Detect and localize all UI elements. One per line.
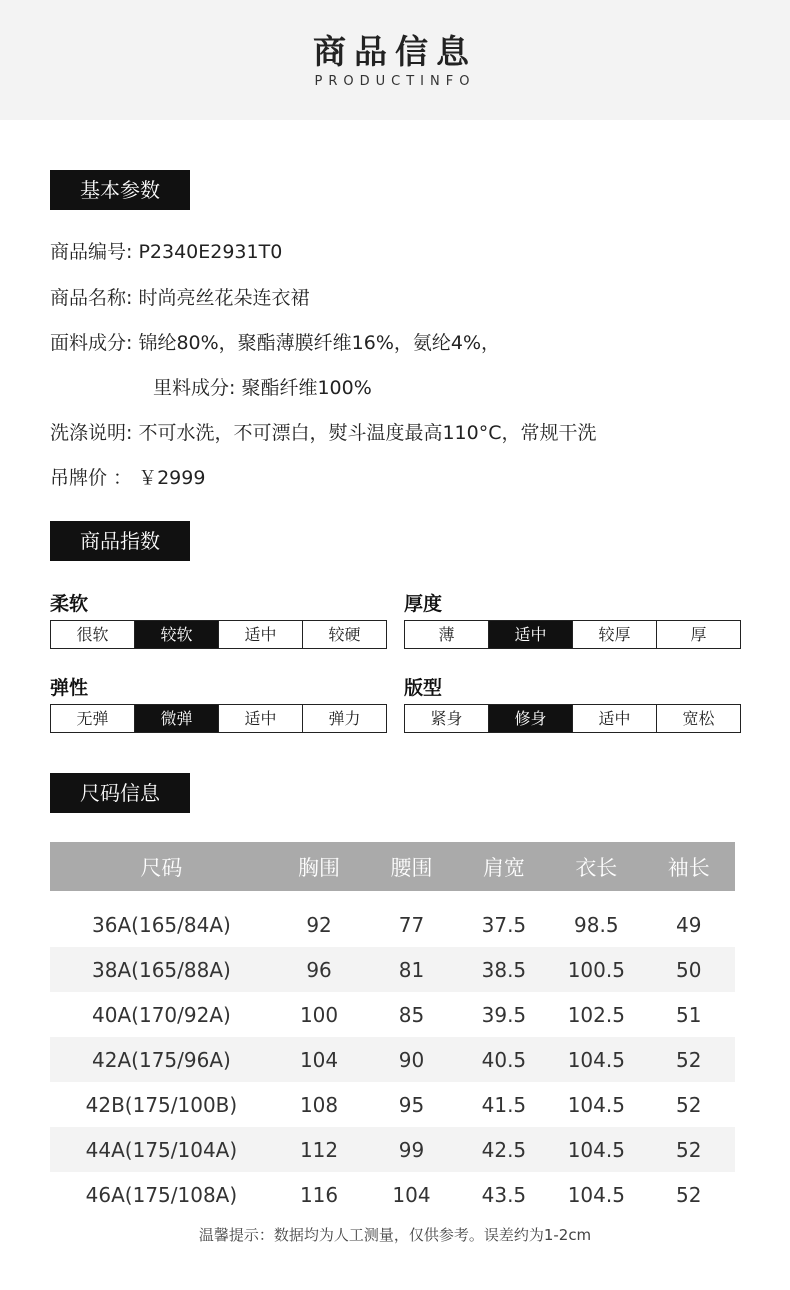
length-cell: 102.5 bbox=[567, 1002, 625, 1027]
sleeve-cell: 51 bbox=[676, 1002, 702, 1027]
size-cell: 42B(175/100B) bbox=[85, 1092, 238, 1117]
table-header-row bbox=[50, 842, 735, 891]
size-cell: 42A(175/96A) bbox=[50, 1037, 273, 1082]
elasticity-option: 弹力 bbox=[302, 705, 386, 732]
fit-option: 适中 bbox=[572, 705, 656, 732]
waist-cell: 77 bbox=[398, 912, 425, 937]
chest-cell: 108 bbox=[299, 1092, 339, 1117]
thickness-scale bbox=[404, 620, 741, 649]
fit-scale bbox=[404, 704, 741, 733]
table-row bbox=[50, 1037, 735, 1082]
product-index-label: 商品指数 bbox=[50, 521, 190, 561]
column-header-size: 尺码 bbox=[50, 842, 273, 891]
size-cell: 44A(175/104A) bbox=[50, 1127, 273, 1172]
chest-cell: 92 bbox=[306, 912, 332, 937]
sleeve-cell: 49 bbox=[676, 912, 702, 937]
measurement-note: 温馨提示：数据均为人工测量，仅供参考。误差约为1-2cm bbox=[198, 1226, 592, 1244]
spacer-row bbox=[50, 891, 735, 902]
sleeve-cell: 52 bbox=[676, 1182, 702, 1207]
thickness-option: 厚 bbox=[656, 621, 740, 648]
thickness-option: 薄 bbox=[438, 625, 455, 644]
sleeve-cell: 50 bbox=[643, 947, 735, 992]
elasticity-option: 无弹 bbox=[76, 709, 109, 728]
table-row bbox=[50, 1082, 735, 1127]
shoulder-cell: 42.5 bbox=[458, 1127, 550, 1172]
fit-option: 紧身 bbox=[430, 709, 463, 728]
length-cell: 104.5 bbox=[567, 1182, 625, 1207]
thickness-option: 适中 bbox=[488, 621, 572, 648]
waist-cell: 104 bbox=[392, 1182, 431, 1207]
softness-option: 较软 bbox=[134, 621, 218, 648]
thickness-title: 厚度 bbox=[404, 593, 443, 615]
length-cell: 104.5 bbox=[550, 1037, 642, 1082]
length-cell: 104.5 bbox=[567, 1092, 625, 1117]
softness-title: 柔软 bbox=[50, 593, 89, 615]
shoulder-cell: 39.5 bbox=[481, 1002, 527, 1027]
column-header-length: 衣长 bbox=[550, 842, 642, 891]
table-row bbox=[50, 1172, 735, 1217]
size-table bbox=[50, 842, 735, 1217]
waist-cell: 81 bbox=[365, 947, 457, 992]
page-subtitle: PRODUCTINFO bbox=[314, 74, 476, 89]
product-number: 商品编号: P2340E2931T0 bbox=[50, 241, 283, 263]
table-row bbox=[50, 1127, 735, 1172]
waist-cell: 85 bbox=[398, 1002, 425, 1027]
column-header-sleeve: 袖长 bbox=[643, 842, 735, 891]
fit-title: 版型 bbox=[404, 677, 443, 699]
elasticity-option: 适中 bbox=[218, 705, 302, 732]
column-header-shoulder: 肩宽 bbox=[458, 842, 550, 891]
size-cell: 36A(165/84A) bbox=[92, 912, 231, 937]
elasticity-scale bbox=[50, 704, 387, 733]
sleeve-cell: 52 bbox=[643, 1037, 735, 1082]
length-cell: 104.5 bbox=[550, 1127, 642, 1172]
shoulder-cell: 41.5 bbox=[481, 1092, 527, 1117]
elasticity-option: 微弹 bbox=[134, 705, 218, 732]
size-info-label: 尺码信息 bbox=[50, 773, 190, 813]
table-row bbox=[50, 902, 735, 947]
basic-params-label: 基本参数 bbox=[50, 170, 190, 210]
chest-cell: 112 bbox=[273, 1127, 365, 1172]
softness-option: 很软 bbox=[76, 625, 109, 644]
chest-cell: 116 bbox=[299, 1182, 339, 1207]
table-row bbox=[50, 947, 735, 992]
softness-option: 较硬 bbox=[302, 621, 386, 648]
waist-cell: 95 bbox=[398, 1092, 425, 1117]
page-title: 商品信息 bbox=[313, 32, 477, 71]
lining-composition: 里料成分: 聚酯纤维100% bbox=[153, 377, 372, 399]
sleeve-cell: 52 bbox=[676, 1092, 702, 1117]
column-header-waist: 腰围 bbox=[365, 842, 457, 891]
chest-cell: 96 bbox=[273, 947, 365, 992]
product-name: 商品名称: 时尚亮丝花朵连衣裙 bbox=[50, 287, 310, 309]
column-header-chest: 胸围 bbox=[273, 842, 365, 891]
size-cell: 46A(175/108A) bbox=[85, 1182, 238, 1207]
sleeve-cell: 52 bbox=[643, 1127, 735, 1172]
fit-option: 修身 bbox=[488, 705, 572, 732]
size-cell: 38A(165/88A) bbox=[50, 947, 273, 992]
shoulder-cell: 37.5 bbox=[481, 912, 527, 937]
softness-scale bbox=[50, 620, 387, 649]
size-cell: 40A(170/92A) bbox=[92, 1002, 231, 1027]
washing-instructions: 洗涤说明: 不可水洗，不可漂白，熨斗温度最高110°C，常规干洗 bbox=[50, 422, 597, 444]
fabric-composition: 面料成分: 锦纶80%，聚酯薄膜纤维16%，氨纶4%， bbox=[50, 332, 501, 354]
length-cell: 98.5 bbox=[574, 912, 619, 937]
elasticity-title: 弹性 bbox=[50, 677, 89, 699]
tag-price: 吊牌价 ： ￥2999 bbox=[50, 467, 206, 489]
thickness-option: 较厚 bbox=[572, 621, 656, 648]
waist-cell: 90 bbox=[365, 1037, 457, 1082]
shoulder-cell: 40.5 bbox=[458, 1037, 550, 1082]
fit-option: 宽松 bbox=[656, 705, 740, 732]
chest-cell: 100 bbox=[299, 1002, 339, 1027]
length-cell: 100.5 bbox=[550, 947, 642, 992]
softness-option: 适中 bbox=[218, 621, 302, 648]
table-row bbox=[50, 992, 735, 1037]
shoulder-cell: 38.5 bbox=[458, 947, 550, 992]
waist-cell: 99 bbox=[365, 1127, 457, 1172]
chest-cell: 104 bbox=[273, 1037, 365, 1082]
product-info-header bbox=[0, 0, 790, 120]
shoulder-cell: 43.5 bbox=[481, 1182, 527, 1207]
